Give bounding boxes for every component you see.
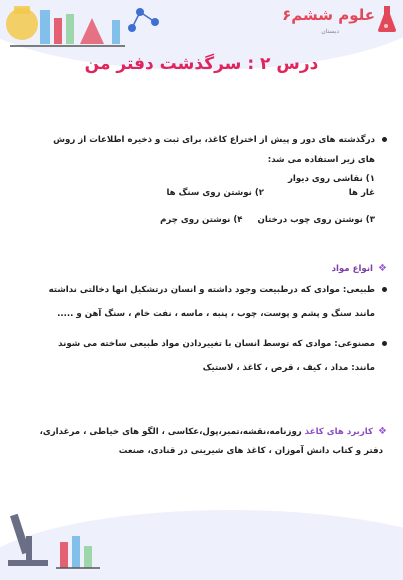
sparkle-icon: ❖ [378,263,387,274]
option-3: ۳) نوشتن روی چوب درختان [257,215,375,225]
artificial-line-2: مانند: مداد ، کیف ، قرص ، کاغذ ، لاستیک [202,363,375,373]
materials-heading-text: انواع مواد [331,264,373,274]
brand-subtitle: دبستان [321,28,339,35]
option-2: ۲) نوشتن روی سنگ ها [166,188,264,198]
option-1: ۱) نقاشی روی دیوار غار ها [287,174,375,198]
artificial-bullet [25,334,387,354]
natural-line-2: مانند سنگ و پشم و پوست، چوب ، پنبه ، ماسه ، نفت خام ، سنگ آهن و ..... [57,309,375,319]
uses-line-1 [25,423,387,441]
bullet-icon [382,137,387,142]
uses-heading: کاربرد های کاغذ [304,427,373,437]
option-4: ۴) نوشتن روی چرم [160,215,243,225]
intro-line-1: درگذشته های دور و پیش از اختراع کاغذ، برای ثبت و ذخیره اطلاعات از روش [53,135,375,145]
natural-line-1: طبیعی: موادی که درطبیعت وجود داشته و انسان درتشکیل انها دخالتی نداشته [48,285,375,295]
brand-logo [277,2,397,42]
bullet-icon [382,341,387,346]
intro-bullet [25,130,387,150]
brand-title: علوم ششم۶ [282,6,375,24]
options-row-1 [25,172,387,200]
materials-section [25,262,387,378]
natural-bullet [25,280,387,300]
uses-section [25,423,387,461]
lesson-title: درس ۲ : سرگذشت دفتر من [84,54,319,74]
intro-line-2: های زیر استفاده می شد: [267,155,375,165]
microscope-illustration [0,506,120,580]
intro-section [25,130,387,227]
lab-equipment-illustration [0,0,170,52]
options-row-2 [25,213,387,227]
materials-heading [25,262,387,276]
uses-list-1: روزنامه،نقشه،تمبر،پول،عکاسی ، الگو های خیاطی ، مرغداری، [39,427,302,437]
artificial-line-1: مصنوعی: موادی که توسط انسان با تغییردادن مواد طبیعی ساخته می شوند [58,339,375,349]
bullet-icon [382,287,387,292]
sparkle-icon: ❖ [378,426,387,437]
uses-line-2: دفتر و کتاب دانش آموزان ، کاغذ های شیرینی در قنادی، صنعت [118,446,383,456]
flask-icon [377,4,397,34]
